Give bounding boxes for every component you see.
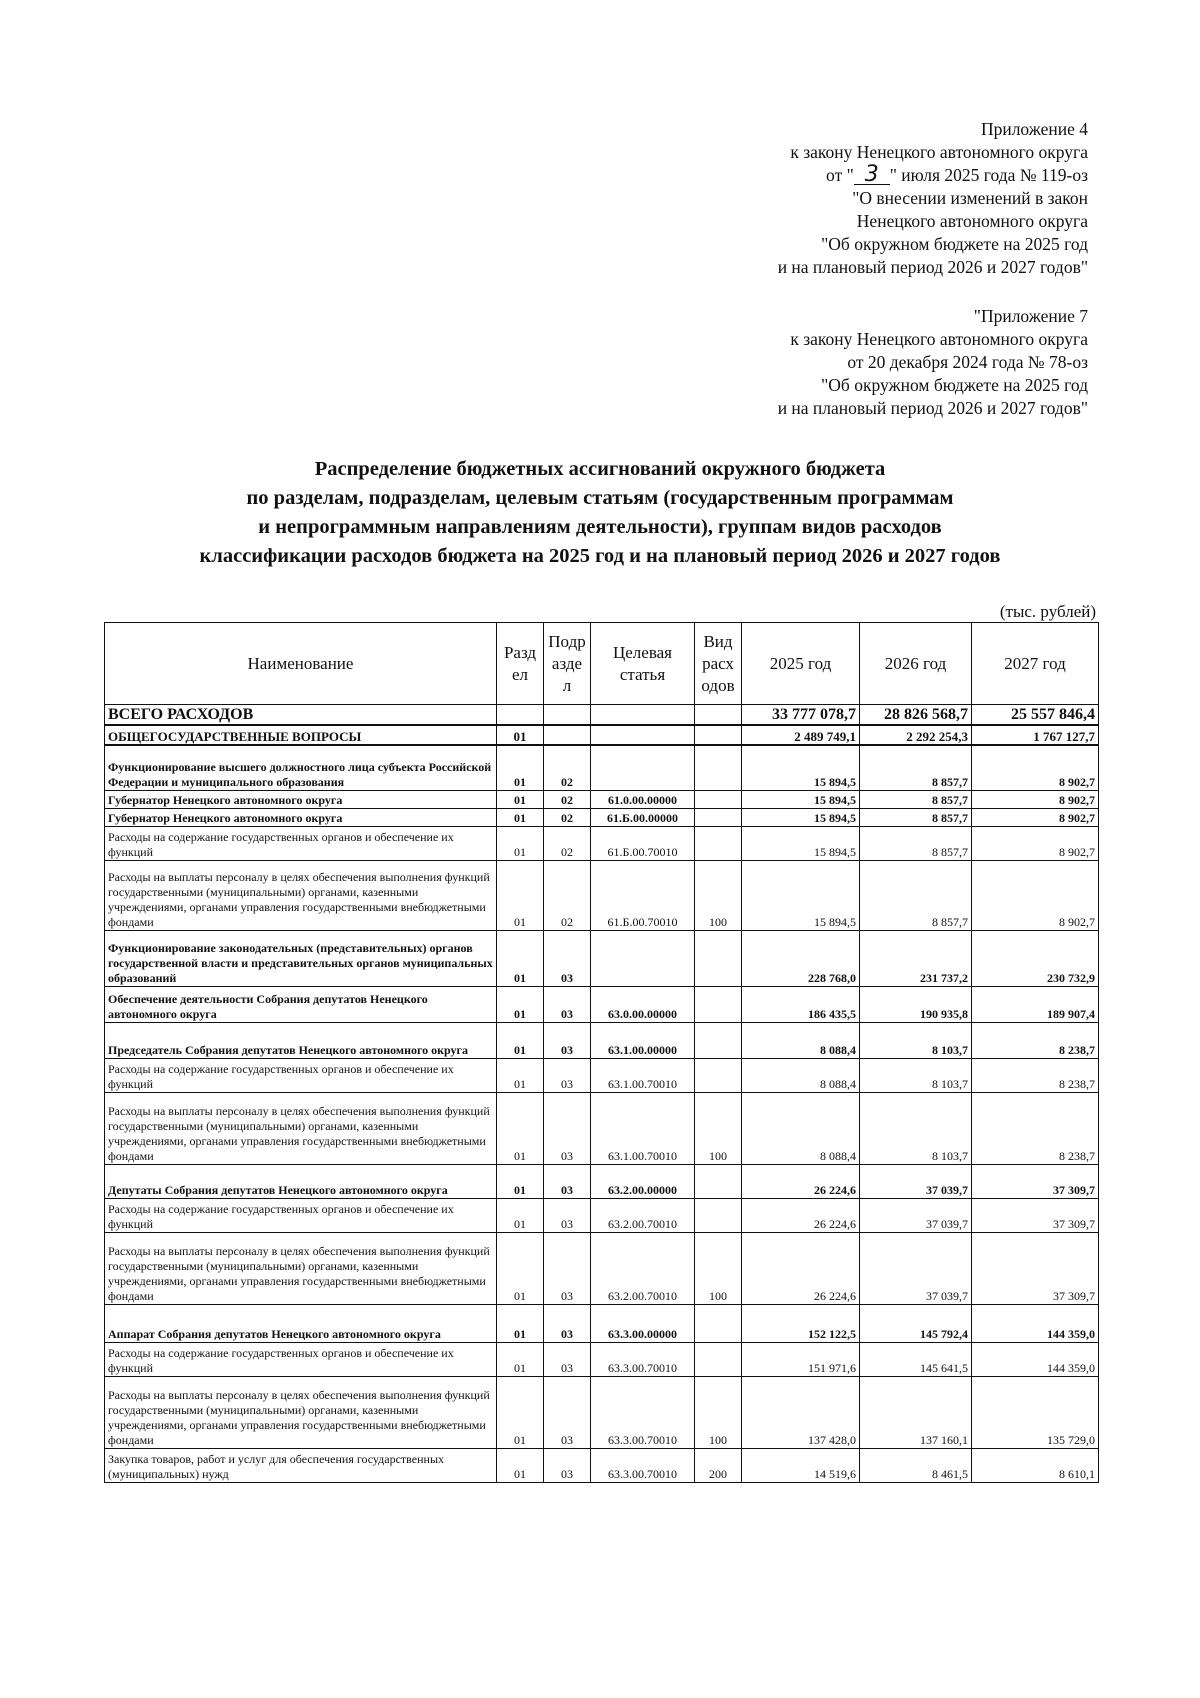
row-subsection-code: 02: [544, 861, 591, 931]
table-row: [105, 705, 1099, 725]
header-line: "Об окружном бюджете на 2025 год: [821, 234, 1088, 254]
table-row: [105, 1233, 1099, 1305]
row-value-2026: 190 935,8: [860, 987, 972, 1023]
row-value-2025: 151 971,6: [742, 1343, 860, 1377]
row-value-2025: 15 894,5: [742, 861, 860, 931]
row-value-2026: 8 857,7: [860, 809, 972, 827]
row-value-2026: 8 461,5: [860, 1449, 972, 1483]
row-name: Аппарат Собрания депутатов Ненецкого автономного округа: [105, 1305, 497, 1343]
row-value-2026: 28 826 568,7: [860, 705, 972, 725]
row-article-code: 63.3.00.00000: [591, 1305, 695, 1343]
row-section-code: 01: [497, 1023, 544, 1059]
row-section-code: [497, 705, 544, 725]
row-name: Депутаты Собрания депутатов Ненецкого автономного округа: [105, 1165, 497, 1199]
row-name: Расходы на содержание государственных органов и обеспечение их функций: [105, 1343, 497, 1377]
row-value-2026: 8 857,7: [860, 791, 972, 809]
row-value-2027: 8 902,7: [972, 861, 1099, 931]
row-name: Закупка товаров, работ и услуг для обеспечения государственных (муниципальных) нужд: [105, 1449, 497, 1483]
row-value-2025: 14 519,6: [742, 1449, 860, 1483]
row-value-2027: 144 359,0: [972, 1305, 1099, 1343]
table-row: [105, 1023, 1099, 1059]
row-value-2025: 26 224,6: [742, 1165, 860, 1199]
table-row: [105, 1343, 1099, 1377]
row-name: Обеспечение деятельности Собрания депутатов Ненецкого автономного округа: [105, 987, 497, 1023]
row-subsection-code: 03: [544, 1233, 591, 1305]
row-expense-type: 100: [695, 1377, 742, 1449]
row-subsection-code: 03: [544, 1165, 591, 1199]
row-expense-type: [695, 809, 742, 827]
row-article-code: [591, 931, 695, 987]
row-value-2026: 137 160,1: [860, 1377, 972, 1449]
row-article-code: [591, 745, 695, 791]
row-section-code: 01: [497, 1059, 544, 1093]
row-section-code: 01: [497, 1377, 544, 1449]
row-expense-type: 200: [695, 1449, 742, 1483]
row-section-code: 01: [497, 1199, 544, 1233]
header-date-line: [778, 164, 1088, 187]
row-value-2026: 37 039,7: [860, 1199, 972, 1233]
table-row: [105, 809, 1099, 827]
row-section-code: 01: [497, 745, 544, 791]
table-row: [105, 1377, 1099, 1449]
row-value-2027: 8 902,7: [972, 827, 1099, 861]
col-header-expense-type: Вид расх одов: [695, 623, 742, 705]
handwritten-day: 3: [854, 166, 890, 185]
row-subsection-code: 03: [544, 1059, 591, 1093]
row-article-code: 63.2.00.70010: [591, 1199, 695, 1233]
row-subsection-code: 03: [544, 1023, 591, 1059]
table-row: [105, 1199, 1099, 1233]
header-line: Ненецкого автономного округа: [856, 211, 1088, 231]
row-section-code: 01: [497, 1093, 544, 1165]
row-article-code: 61.0.00.00000: [591, 791, 695, 809]
header-line: к закону Ненецкого автономного округа: [790, 329, 1088, 349]
row-expense-type: [695, 987, 742, 1023]
row-section-code: 01: [497, 1305, 544, 1343]
row-value-2027: 8 610,1: [972, 1449, 1099, 1483]
row-value-2026: 37 039,7: [860, 1165, 972, 1199]
row-article-code: 63.1.00.70010: [591, 1093, 695, 1165]
row-name: Председатель Собрания депутатов Ненецкого автономного округа: [105, 1023, 497, 1059]
row-section-code: 01: [497, 827, 544, 861]
table-row: [105, 791, 1099, 809]
row-name: Расходы на выплаты персоналу в целях обеспечения выполнения функций государственными (муниципальными) органами, казенными учреждениями, органами управления государственными внебюджетными фондами: [105, 1377, 497, 1449]
row-name: Расходы на содержание государственных органов и обеспечение их функций: [105, 1199, 497, 1233]
row-value-2026: 8 857,7: [860, 745, 972, 791]
row-expense-type: [695, 1343, 742, 1377]
row-subsection-code: 03: [544, 1343, 591, 1377]
row-name: Функционирование высшего должностного лица субъекта Российской Федерации и муниципального образования: [105, 745, 497, 791]
title-line: и непрограммным направлениям деятельности), группам видов расходов: [258, 516, 942, 538]
row-subsection-code: 02: [544, 809, 591, 827]
row-name: Функционирование законодательных (представительных) органов государственной власти и представительных органов муниципальных образований: [105, 931, 497, 987]
header-line: от 20 декабря 2024 года № 78-оз: [847, 352, 1088, 372]
row-value-2025: 15 894,5: [742, 745, 860, 791]
row-value-2026: 8 857,7: [860, 827, 972, 861]
table-row: [105, 1093, 1099, 1165]
row-expense-type: [695, 1023, 742, 1059]
col-header-2027: 2027 год: [972, 623, 1099, 705]
table-row: [105, 745, 1099, 791]
col-header-2025: 2025 год: [742, 623, 860, 705]
row-expense-type: [695, 1059, 742, 1093]
row-section-code: 01: [497, 725, 544, 745]
row-subsection-code: 02: [544, 745, 591, 791]
row-value-2027: 8 238,7: [972, 1059, 1099, 1093]
table-row: [105, 725, 1099, 745]
row-value-2027: 8 902,7: [972, 745, 1099, 791]
row-value-2027: 8 902,7: [972, 809, 1099, 827]
budget-table: [104, 622, 1099, 1483]
row-value-2026: 145 641,5: [860, 1343, 972, 1377]
header-line: к закону Ненецкого автономного округа: [790, 142, 1088, 162]
row-value-2025: 152 122,5: [742, 1305, 860, 1343]
col-header-article: Целевая статья: [591, 623, 695, 705]
row-expense-type: [695, 791, 742, 809]
row-name: Губернатор Ненецкого автономного округа: [105, 791, 497, 809]
row-subsection-code: [544, 725, 591, 745]
row-value-2025: 8 088,4: [742, 1023, 860, 1059]
row-article-code: 61.Б.00.70010: [591, 827, 695, 861]
table-row: [105, 1305, 1099, 1343]
row-article-code: 63.2.00.00000: [591, 1165, 695, 1199]
date-prefix: от ": [826, 165, 854, 185]
row-value-2025: 8 088,4: [742, 1059, 860, 1093]
row-section-code: 01: [497, 987, 544, 1023]
row-subsection-code: 02: [544, 827, 591, 861]
row-value-2027: 8 238,7: [972, 1093, 1099, 1165]
row-section-code: 01: [497, 861, 544, 931]
row-name: Расходы на содержание государственных органов и обеспечение их функций: [105, 1059, 497, 1093]
row-section-code: 01: [497, 1343, 544, 1377]
row-expense-type: [695, 1199, 742, 1233]
row-expense-type: [695, 827, 742, 861]
row-article-code: 63.3.00.70010: [591, 1343, 695, 1377]
row-expense-type: 100: [695, 1093, 742, 1165]
row-expense-type: [695, 725, 742, 745]
table-row: [105, 861, 1099, 931]
col-header-subsection: Подр азде л: [544, 623, 591, 705]
row-value-2027: 230 732,9: [972, 931, 1099, 987]
row-subsection-code: 03: [544, 1305, 591, 1343]
row-section-code: 01: [497, 809, 544, 827]
row-subsection-code: 03: [544, 1377, 591, 1449]
table-row: [105, 987, 1099, 1023]
row-value-2025: 26 224,6: [742, 1199, 860, 1233]
row-value-2026: 231 737,2: [860, 931, 972, 987]
row-value-2026: 8 103,7: [860, 1059, 972, 1093]
units-label: (тыс. рублей): [999, 602, 1096, 621]
header-line: "Приложение 7: [973, 306, 1088, 326]
row-article-code: 63.3.00.70010: [591, 1377, 695, 1449]
title-line: по разделам, подразделам, целевым статьям (государственным программам: [246, 487, 954, 509]
row-name: Расходы на выплаты персоналу в целях обеспечения выполнения функций государственными (муниципальными) органами, казенными учреждениями, органами управления государственными внебюджетными фондами: [105, 1233, 497, 1305]
row-value-2027: 189 907,4: [972, 987, 1099, 1023]
table-row: [105, 1449, 1099, 1483]
row-value-2025: 33 777 078,7: [742, 705, 860, 725]
row-value-2025: 26 224,6: [742, 1233, 860, 1305]
row-subsection-code: [544, 705, 591, 725]
appendix-header-secondary: [778, 305, 1088, 420]
header-line: "Об окружном бюджете на 2025 год: [821, 375, 1088, 395]
row-value-2027: 25 557 846,4: [972, 705, 1099, 725]
row-article-code: 63.0.00.00000: [591, 987, 695, 1023]
row-article-code: 63.2.00.70010: [591, 1233, 695, 1305]
row-subsection-code: 03: [544, 1093, 591, 1165]
row-value-2026: 8 857,7: [860, 861, 972, 931]
title-line: классификации расходов бюджета на 2025 год и на плановый период 2026 и 2027 годов: [199, 545, 1001, 567]
row-article-code: [591, 725, 695, 745]
row-value-2025: 8 088,4: [742, 1093, 860, 1165]
col-header-section: Разд ел: [497, 623, 544, 705]
row-value-2025: 228 768,0: [742, 931, 860, 987]
row-subsection-code: 02: [544, 791, 591, 809]
document-title: [100, 455, 1100, 571]
date-suffix: " июля 2025 года № 119-оз: [889, 165, 1088, 185]
row-section-code: 01: [497, 1165, 544, 1199]
row-subsection-code: 03: [544, 987, 591, 1023]
row-section-code: 01: [497, 931, 544, 987]
row-value-2027: 8 902,7: [972, 791, 1099, 809]
row-expense-type: [695, 1165, 742, 1199]
row-expense-type: 100: [695, 861, 742, 931]
row-article-code: [591, 705, 695, 725]
row-value-2025: 15 894,5: [742, 827, 860, 861]
row-expense-type: [695, 1305, 742, 1343]
row-name: Расходы на выплаты персоналу в целях обеспечения выполнения функций государственными (муниципальными) органами, казенными учреждениями, органами управления государственными внебюджетными фондами: [105, 861, 497, 931]
row-expense-type: [695, 745, 742, 791]
row-value-2025: 2 489 749,1: [742, 725, 860, 745]
row-value-2027: 37 309,7: [972, 1165, 1099, 1199]
table-header-row: [105, 623, 1099, 705]
col-header-name: Наименование: [105, 623, 497, 705]
header-line: и на плановый период 2026 и 2027 годов": [777, 257, 1088, 277]
row-value-2027: 135 729,0: [972, 1377, 1099, 1449]
row-value-2027: 1 767 127,7: [972, 725, 1099, 745]
row-value-2025: 15 894,5: [742, 791, 860, 809]
row-name: Расходы на выплаты персоналу в целях обеспечения выполнения функций государственными (муниципальными) органами, казенными учреждениями, органами управления государственными внебюджетными фондами: [105, 1093, 497, 1165]
row-value-2026: 145 792,4: [860, 1305, 972, 1343]
row-expense-type: [695, 931, 742, 987]
table-row: [105, 827, 1099, 861]
table-row: [105, 931, 1099, 987]
row-value-2027: 8 238,7: [972, 1023, 1099, 1059]
header-line: и на плановый период 2026 и 2027 годов": [777, 398, 1088, 418]
row-article-code: 63.1.00.00000: [591, 1023, 695, 1059]
table-row: [105, 1165, 1099, 1199]
row-subsection-code: 03: [544, 931, 591, 987]
row-article-code: 61.Б.00.70010: [591, 861, 695, 931]
row-section-code: 01: [497, 1233, 544, 1305]
row-expense-type: 100: [695, 1233, 742, 1305]
row-value-2027: 144 359,0: [972, 1343, 1099, 1377]
row-name: ВСЕГО РАСХОДОВ: [105, 705, 497, 725]
row-section-code: 01: [497, 1449, 544, 1483]
row-value-2026: 8 103,7: [860, 1093, 972, 1165]
row-name: ОБЩЕГОСУДАРСТВЕННЫЕ ВОПРОСЫ: [105, 725, 497, 745]
header-line: Приложение 4: [980, 119, 1088, 139]
row-article-code: 63.3.00.70010: [591, 1449, 695, 1483]
title-line: Распределение бюджетных ассигнований окружного бюджета: [314, 458, 886, 480]
row-expense-type: [695, 705, 742, 725]
row-name: Расходы на содержание государственных органов и обеспечение их функций: [105, 827, 497, 861]
header-line: "О внесении изменений в закон: [852, 188, 1088, 208]
row-value-2026: 8 103,7: [860, 1023, 972, 1059]
row-value-2027: 37 309,7: [972, 1199, 1099, 1233]
table-row: [105, 1059, 1099, 1093]
row-value-2027: 37 309,7: [972, 1233, 1099, 1305]
row-value-2025: 137 428,0: [742, 1377, 860, 1449]
row-subsection-code: 03: [544, 1199, 591, 1233]
row-article-code: 63.1.00.70010: [591, 1059, 695, 1093]
row-subsection-code: 03: [544, 1449, 591, 1483]
row-value-2025: 15 894,5: [742, 809, 860, 827]
row-name: Губернатор Ненецкого автономного округа: [105, 809, 497, 827]
col-header-2026: 2026 год: [860, 623, 972, 705]
row-value-2025: 186 435,5: [742, 987, 860, 1023]
row-article-code: 61.Б.00.00000: [591, 809, 695, 827]
row-value-2026: 2 292 254,3: [860, 725, 972, 745]
row-value-2026: 37 039,7: [860, 1233, 972, 1305]
appendix-header-primary: [778, 118, 1088, 279]
row-section-code: 01: [497, 791, 544, 809]
